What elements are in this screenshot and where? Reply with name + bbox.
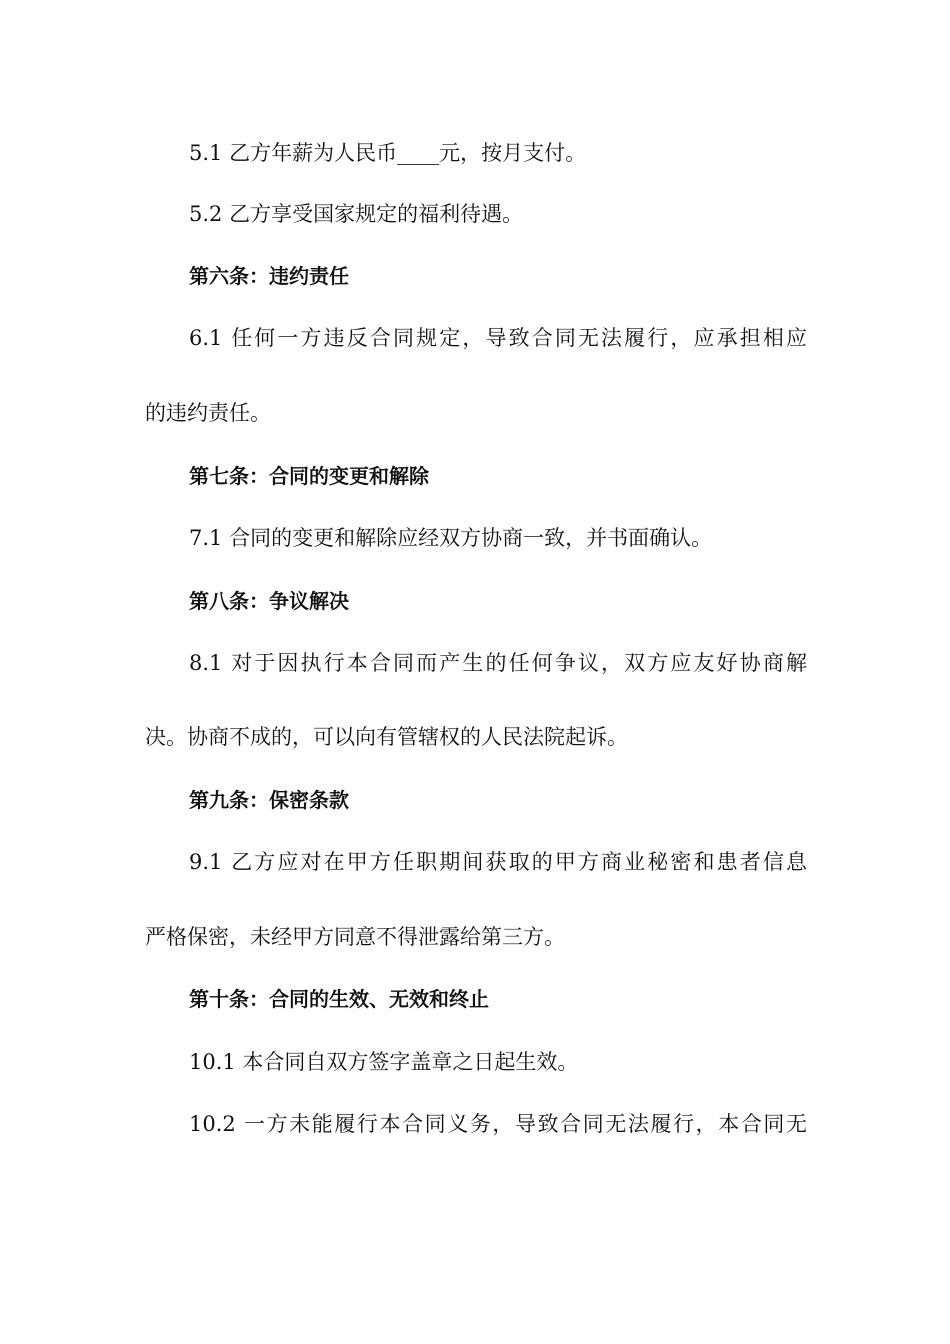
clause-7-1: 7.1 合同的变更和解除应经双方协商一致，并书面确认。 bbox=[189, 526, 713, 550]
clause-8-1-line-2: 决。协商不成的，可以向有管辖权的人民法院起诉。 bbox=[145, 725, 628, 749]
article-9-heading: 第九条：保密条款 bbox=[189, 788, 349, 812]
clause-9-1-line-1: 9.1 乙方应对在甲方任职期间获取的甲方商业秘密和患者信息 bbox=[189, 850, 807, 874]
article-10-heading: 第十条：合同的生效、无效和终止 bbox=[189, 987, 489, 1011]
article-7-heading: 第七条：合同的变更和解除 bbox=[189, 464, 429, 488]
clause-6-1-line-1: 6.1 任何一方违反合同规定，导致合同无法履行，应承担相应 bbox=[189, 326, 807, 350]
clause-9-1-line-2: 严格保密，未经甲方同意不得泄露给第三方。 bbox=[145, 925, 565, 949]
clause-5-1: 5.1 乙方年薪为人民币____元，按月支付。 bbox=[189, 141, 587, 165]
article-8-heading: 第八条：争议解决 bbox=[189, 589, 349, 613]
clause-10-2-line-1: 10.2 一方未能履行本合同义务，导致合同无法履行，本合同无 bbox=[189, 1112, 807, 1136]
clause-6-1-line-2: 的违约责任。 bbox=[145, 401, 271, 425]
article-6-heading: 第六条：违约责任 bbox=[189, 264, 349, 288]
clause-5-2: 5.2 乙方享受国家规定的福利待遇。 bbox=[189, 202, 524, 226]
clause-10-1: 10.1 本合同自双方签字盖章之日起生效。 bbox=[189, 1050, 579, 1074]
clause-8-1-line-1: 8.1 对于因执行本合同而产生的任何争议，双方应友好协商解 bbox=[189, 651, 807, 675]
